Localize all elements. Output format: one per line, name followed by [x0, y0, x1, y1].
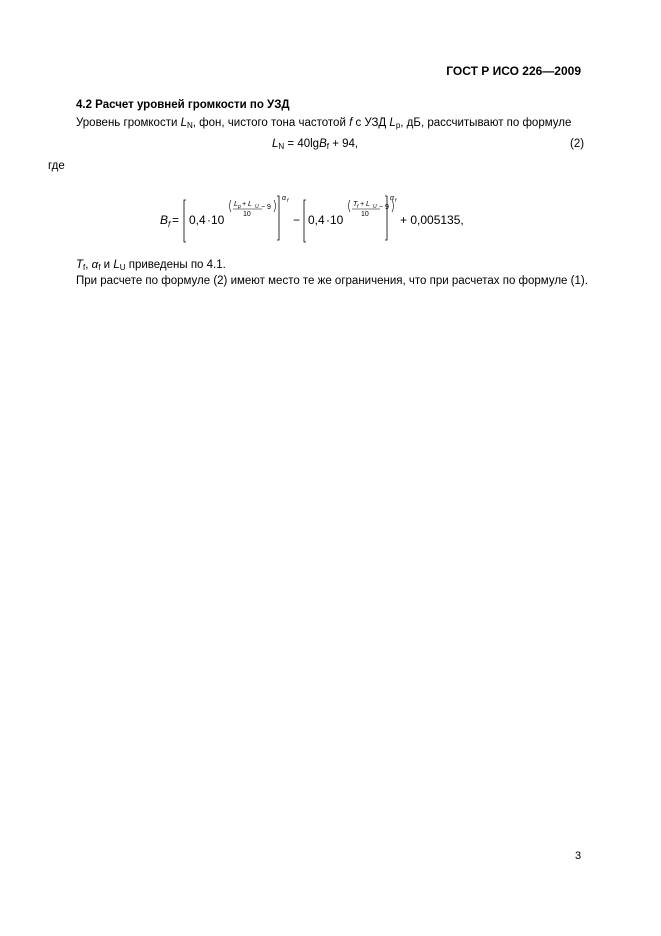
exp1-sub-U: U: [255, 204, 259, 210]
text: , фон, чистого тона частотой: [192, 117, 350, 129]
exp1-denominator: 10: [243, 211, 251, 218]
page-number: 3: [575, 850, 582, 862]
text: ,: [85, 259, 92, 271]
bracket-right-1: [277, 196, 279, 240]
alpha-2: α: [390, 195, 394, 202]
sub-f: f: [83, 263, 86, 272]
var-B: B: [160, 213, 169, 227]
paragraph-definitions: [76, 259, 226, 272]
text: с УЗД: [352, 117, 390, 129]
paren-right-exp1: [274, 200, 276, 212]
paragraph-loudness-intro: [76, 117, 571, 130]
where-label: где: [48, 160, 65, 172]
text: и: [100, 259, 114, 271]
sub-f: f: [326, 142, 329, 151]
formula-tail: + 0,005135,: [400, 213, 464, 227]
exp1-L: L: [234, 201, 238, 208]
section-title: 4.2 Расчет уровней громкости по УЗД: [76, 99, 290, 111]
exp2-denominator: 10: [361, 211, 369, 218]
bracket-right-2: [385, 196, 387, 240]
times-ten-2: ·10: [326, 213, 344, 227]
document-header: ГОСТ Р ИСО 226—2009: [446, 64, 581, 78]
coef-1: 0,4: [189, 213, 206, 227]
minus-sign: −: [293, 213, 301, 227]
sub-f: f: [98, 263, 101, 272]
alpha-1: α: [282, 195, 286, 202]
exp2-T: T: [353, 201, 358, 208]
exp1-plus-LU: + L: [242, 201, 252, 208]
sub-N: N: [278, 142, 285, 151]
equation-2: [272, 138, 358, 151]
alpha-2-sub: f: [395, 198, 397, 204]
text: + 94,: [329, 138, 359, 150]
exp2-sub-U: U: [373, 204, 377, 210]
text: = 40lg: [284, 138, 320, 150]
var-alpha: α: [91, 259, 99, 271]
sub-f: f: [168, 220, 171, 229]
formula-bf: [150, 192, 480, 252]
var-f: f: [349, 117, 353, 129]
sub-p: p: [395, 121, 401, 130]
exp1-minus9: − 9: [261, 204, 271, 211]
text: , дБ, рассчитывают по формуле: [400, 117, 572, 129]
alpha-1-sub: f: [287, 198, 289, 204]
coef-2: 0,4: [308, 213, 325, 227]
exp2-minus9: − 9: [379, 204, 389, 211]
equation-number: (2): [570, 138, 585, 150]
var-L: L: [113, 259, 120, 271]
var-L: L: [272, 138, 279, 150]
var-T: T: [76, 259, 84, 271]
sub-U: U: [119, 263, 126, 272]
paren-left-exp2: [349, 200, 351, 212]
exp1-sub-p: p: [238, 204, 241, 210]
text: Уровень громкости: [76, 117, 181, 129]
bracket-left-1: [184, 200, 186, 242]
text: приведены по 4.1.: [125, 259, 226, 271]
equals: =: [172, 213, 180, 227]
bracket-left-2: [304, 200, 306, 242]
var-B: B: [319, 138, 327, 150]
sub-N: N: [186, 121, 193, 130]
times-ten-1: ·10: [207, 213, 225, 227]
paren-left-exp1: [230, 200, 232, 212]
paragraph-restrictions: При расчете по формуле (2) имеют место те же ограничения, что при расчетах по формуле (1).: [76, 275, 588, 287]
exp2-plus-LU: + L: [360, 201, 370, 208]
var-L: L: [389, 117, 396, 129]
exp2-sub-f: f: [357, 204, 359, 210]
var-L: L: [180, 117, 187, 129]
